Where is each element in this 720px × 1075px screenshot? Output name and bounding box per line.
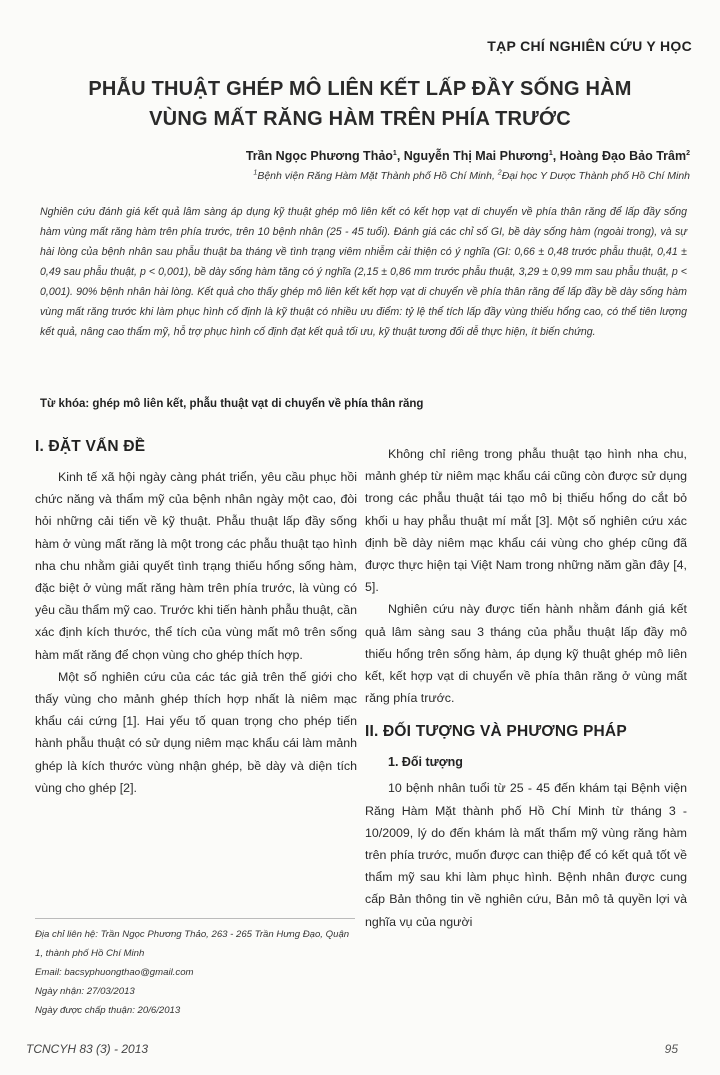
keywords-label: Từ khóa: — [40, 398, 90, 410]
body-paragraph: Nghiên cứu này được tiến hành nhằm đánh giá kết quả lâm sàng sau 3 tháng của phẫu thuật lấp đầy mô thiếu hổng trên sống hàm, áp dụng kỹ thuật ghép mô liên kết, kết hợp vạt di chuyển về phía thân răng ở vùng mất răng phía trước. — [365, 602, 687, 706]
author-list: Trần Ngọc Phương Thảo$^1$, Nguyễn Thị Mai Phương$^1$, Hoàng Đạo Bảo Trâm$^2$ — [245, 149, 690, 163]
footnote-received-date: Ngày nhận: 27/03/2013 — [35, 986, 135, 997]
journal-header: TẠP CHÍ NGHIÊN CỨU Y HỌC — [487, 38, 692, 54]
author-name: Hoàng Đạo Bảo Trâm — [559, 149, 687, 163]
author-name: Nguyễn Thị Mai Phương — [403, 149, 549, 163]
affiliation-list — [253, 170, 690, 182]
body-paragraph: Kinh tế xã hội ngày càng phát triển, yêu cầu phục hồi chức năng và thẩm mỹ của bệnh nhân ngày một cao, đòi hỏi những cải tiến về kỹ thuật. Phẫu thuật lấp đầy sống hàm ở vùng mất răng là một trong các phẫu thuật tạo hình nha chu nhằm giải quyết tình trạng thiếu hổng sống hàm, đặc biệt ở vùng mất răng hàm trên phía trước, là vùng có yêu cầu thẩm mỹ cao. Trước khi tiến hành phẫu thuật, cần xác định kích thước, thể tích của vùng mất mô trên sống hàm mất răng để chọn vùng cho ghép thích hợp. — [35, 470, 357, 662]
body-paragraph: Không chỉ riêng trong phẫu thuật tạo hình nha chu, mảnh ghép từ niêm mạc khẩu cái cũng còn được sử dụng trong các phẫu thuật tái tạo mô bị thiếu hổng do cắt bỏ khối u hay phẫu thuật mí mắt [3]. Một số nghiên cứu xác định bề dày niêm mạc khẩu cái vùng cho ghép cũng đã được thực hiện tại Việt Nam trong những năm gần đây [4, 5]. — [365, 447, 687, 595]
article-title — [40, 74, 680, 134]
correspondence-footnote — [35, 918, 355, 1020]
abstract: Nghiên cứu đánh giá kết quả lâm sàng áp dụng kỹ thuật ghép mô liên kết có kết hợp vạt di chuyển về phía thân răng để lấp đầy sống hàm vùng mất răng hàm trên phía trước, trên 10 bệnh nhân (25 - 45 tuổi). Đánh giá các chỉ số GI, bề dày sống hàm (ngoài trong), và sự hài lòng của bệnh nhân sau phẫu thuật ba tháng về tình trạng viêm nhiễm cải thiện có ý nghĩa (GI: 0,66 ± 0,48 trước phẫu thuật, 0,41 ± 0,49 sau phẫu thuật, p < 0,001), bề dày sống hàm tăng có ý nghĩa (2,15 ± 0,86 mm trước phẫu thuật, 3,29 ± 0,99 mm sau phẫu thuật, p < 0,001). 90% bệnh nhân hài lòng. Kết quả cho thấy ghép mô liên kết kết hợp vạt di chuyển về phía thân răng để lấp đầy bề dày sống hàm vùng mất răng trước khi làm phục hình cố định là kỹ thuật có nhiều ưu điểm: tỷ lệ thể tích lấp đầy vùng thiếu hổng cao, có thể tiên lượng kết quả, nâng cao thẩm mỹ, hỗ trợ phục hình cố định đạt kết quả tối ưu, kỹ thuật tương đối dễ thực hiện, ít biến chứng. — [40, 206, 687, 338]
body-paragraph: Một số nghiên cứu của các tác giả trên thế giới cho thấy vùng cho mảnh ghép thích hợp nhất là niêm mạc khẩu cái cứng [1]. Hai yếu tố quan trọng cho phép tiến hành phẫu thuật có sử dụng niêm mạc khẩu cái làm mảnh ghép là kích thước vùng nhận ghép, bề dày và diện tích vùng cho ghép [2]. — [35, 669, 357, 795]
affiliation-mark: 1 — [253, 169, 258, 177]
affiliation-text: Bệnh viện Răng Hàm Mặt Thành phố Hồ Chí Minh, — [257, 170, 498, 182]
affiliation-mark: 2 — [497, 169, 502, 177]
title-line-1: PHẪU THUẬT GHÉP MÔ LIÊN KẾT LẤP ĐẦY SỐNG HÀM — [88, 78, 632, 100]
keywords — [40, 398, 423, 410]
author-affiliation-mark: 2 — [686, 149, 690, 157]
footnote-address: Địa chỉ liên hệ: Trần Ngọc Phương Thảo, 263 - 265 Trần Hưng Đạo, Quận 1, thành phố Hồ Chí Minh — [35, 929, 350, 959]
section-heading-introduction: I. ĐẶT VẤN ĐỀ — [35, 438, 146, 455]
title-line-2: VÙNG MẤT RĂNG HÀM TRÊN PHÍA TRƯỚC — [149, 108, 571, 130]
right-column — [365, 443, 687, 933]
left-column — [35, 438, 357, 799]
author-affiliation-mark: 1 — [548, 149, 553, 157]
affiliation-text: Đại học Y Dược Thành phố Hồ Chí Minh — [501, 170, 690, 182]
section-heading-methods: II. ĐỐI TƯỢNG VÀ PHƯƠNG PHÁP — [365, 723, 627, 741]
body-paragraph: 10 bệnh nhân tuổi từ 25 - 45 đến khám tại Bệnh viện Răng Hàm Mặt thành phố Hồ Chí Minh từ tháng 3 - 10/2009, lý do đến khám là mất thẩm mỹ vùng răng hàm trên phía trước, muốn được can thiệp để có kết quả tốt về thẩm mỹ sau khi làm phục hình. Bệnh nhân được cung cấp Bản thông tin về nghiên cứu, Bản mô tả quyền lợi và nghĩa vụ của người — [365, 781, 687, 929]
footnote-accepted-date: Ngày được chấp thuận: 20/6/2013 — [35, 1005, 181, 1016]
author-affiliation-mark: 1 — [392, 149, 397, 157]
keywords-text: ghép mô liên kết, phẫu thuật vạt di chuyển về phía thân răng — [92, 398, 424, 410]
subsection-heading-subjects: 1. Đối tượng — [388, 755, 463, 770]
author-name: Trần Ngọc Phương Thảo — [245, 149, 393, 163]
footnote-email: Email: bacsyphuongthao@gmail.com — [35, 967, 194, 978]
page-number: 95 — [664, 1042, 678, 1056]
footer-journal-issue: TCNCYH 83 (3) - 2013 — [26, 1042, 149, 1056]
